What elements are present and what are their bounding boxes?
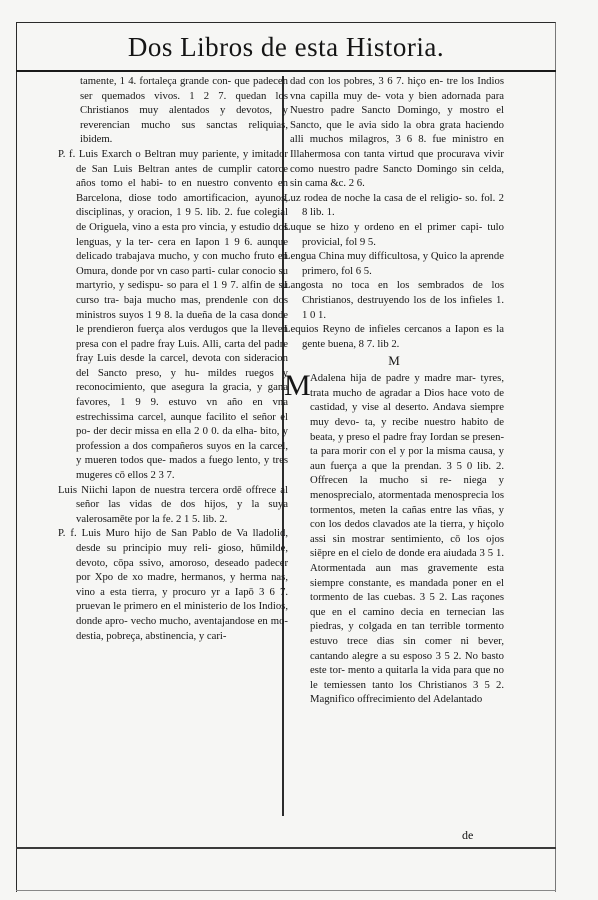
index-entry: Luis Niichi lapon de nuestra tercera ordē offrece al señor las vidas de dos hijos, y la suya valerosamēte por la fe. 2 1 5. lib. 2. <box>58 483 288 525</box>
left-column <box>58 74 288 643</box>
running-header <box>16 24 556 72</box>
entry-text: Adalena hija de padre y madre mar- tyres, trata mucho de agradar a Dios hace voto de castidad, y vise al deserto. Andava siempre muy devo- ta, y recibe nuestro habito de beata, y preso el padre fray Iordan se presen- ta para morir con el y por la misma causa, y aun fuerça a que la prendan. 3 5 0 lib. 2. Offrecen la mucho si re- niega y menosprecialo, atormentada menosprecia los tormentos, meten la cañas entre las vñas, y con los dedos clavados ate la tierra, y hiçolo assi sin mostrar sentimiento, cō los ojos siēpre en el cielo de donde era aiudada 3 5 1. Atormentada aun mas gravemente esta siempre constante, es mandada poner en el tormento de las cuebas. 3 5 2. Las raçones que en el camino decia en ternecian las piedras, y colgada en tan terrible tormento estuvo trece dias sin comer ni bever, cantando alegre a su esposo 3 5 2. No basto este tor- mento a quitarla la vida para que no le temiessen tanto los Christianos 3 5 2. Magnifico offrecimiento del Adelantado <box>310 372 504 706</box>
right-column <box>284 74 504 707</box>
index-entry: Langosta no toca en los sembrados de los Christianos, destruyendo los de los infieles 1. 1 0 1. <box>284 279 504 321</box>
index-entry <box>284 371 504 707</box>
bottom-rule <box>16 890 556 891</box>
index-entry: tamente, 1 4. fortaleça grande con- que padecen ser quemados vivos. 1 2 7. quedan los Christianos muy alentados y devotos, y reverencian mucho sus sanctas reliquias, ibidem. <box>80 75 288 146</box>
section-letter: M <box>388 353 400 369</box>
drop-cap: M <box>284 369 311 403</box>
catchword: de <box>462 828 474 842</box>
page-title: Dos Libros de esta Historia. <box>127 32 445 62</box>
index-entry: Luz rodea de noche la casa de el religio- so. fol. 2 8 lib. 1. <box>284 191 504 219</box>
index-entry: Lequios Reyno de infieles cercanos a Iapon es la gente buena, 8 7. lib 2. <box>284 323 504 350</box>
index-entry: P. f. Luis Muro hijo de San Pablo de Va lladolid, desde su principio muy reli- gioso, hūmilde, devoto, cōpa ssivo, amoroso, deseado padecer por Xpo de xo madre, hermanos, y herma nas, vino a esta tierra, y procuro yr a Iapō 3 6 7. pruevan le primero en el ministerio de los Indios, donde apro- vecho mucho, aventajandose en mo- destia, pobreça, abstinencia, y cari- <box>58 527 288 642</box>
footer-rule <box>16 847 556 849</box>
index-entry: P. f. Luis Exarch o Beltran muy pariente, y imitador de San Luis Beltran antes de cumplir catorce años tomo el habi- to en nuestro convento en Barcelona, diose todo amortificacion, ayunos, disciplinas, y oracion, 1 9 5. lib. 2. fue colegial de Origuela, vino a esta pro vincia, y estudio dos lenguas, y la ter- cera en Iapon 1 9 6. aunque delicado trabajava mucho, y con mucho fruto en Omura, donde por vn caso parti- cular conocio su martyrio, y sedispu- so para el 1 9 7. alfin de su curso tra- baja mucho mas, prendenle con dos ministros suyos 1 9 8. la dueña de la casa donde le prendieron fuerça alos verdugos que la lleven presa con el padre fray Luis. Alli, carta del padre fray Luis desde la carcel, devota con sideracion del Sancto preso, y hu- mildes ruegos y reconocimiento, que asegura la gracia, y gana favores, 1 9 9. estuvo vn año en vna estrechissima carcel, aunque facilito el señor el po- der decir missa en ella 2 0 0. da elha- bito, y profession a dos compañeros suyos en la carcel, y mueren todos que- mados a fuego lento, y tres mugeres cō ellos 2 3 7. <box>58 147 288 482</box>
index-entry: dad con los pobres, 3 6 7. hiço en- tre los Indios vna capilla muy de- vota y bien adornada para Nuestro padre Sancto Domingo, y mostro el Sancto, que le avia sido la obra grata haciendo alli muchos milagros, 3 6 8. fue ministro en Illahermosa con tanta virtud que procurava vivir como nuestro padre Sancto Domingo sin celda, sin cama &c. 2 6. <box>290 75 504 190</box>
index-entry: Lengua China muy difficultosa, y Quico la aprende primero, fol 6 5. <box>284 250 504 277</box>
index-entry: Luque se hizo y ordeno en el primer capi- tulo provicial, fol 9 5. <box>284 220 504 248</box>
